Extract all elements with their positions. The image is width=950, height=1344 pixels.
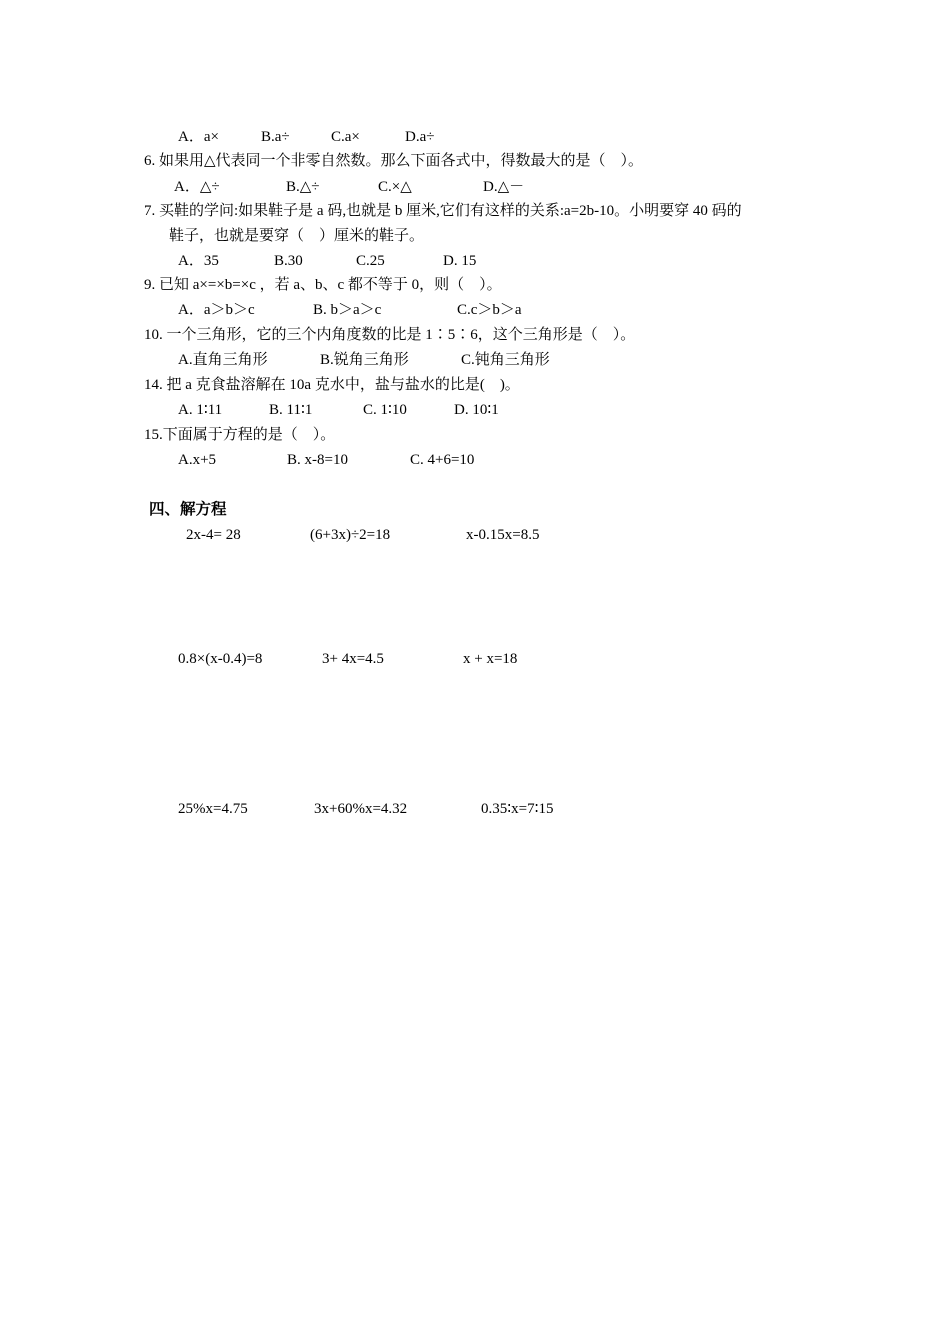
option-b: B. x-8=10	[287, 452, 348, 468]
option-b: B.30	[274, 253, 303, 269]
section-heading: 四、解方程	[149, 501, 227, 518]
option-c: C.×△	[378, 179, 412, 195]
question-7-stem-continued: 鞋子，也就是要穿（ ）厘米的鞋子。	[169, 228, 425, 244]
question-14-stem: 14. 把 a 克食盐溶解在 10a 克水中，盐与盐水的比是( )。	[144, 377, 520, 393]
option-c: C.a×	[331, 129, 360, 145]
option-a: A.直角三角形	[178, 352, 268, 368]
option-a: A. 1∶11	[178, 402, 223, 418]
option-a: A．a×	[178, 129, 219, 145]
question-7-stem: 7. 买鞋的学问:如果鞋子是 a 码,也就是 b 厘米,它们有这样的关系:a=2b-10。小明要穿 40 码的	[144, 203, 742, 219]
option-d: D.a÷	[405, 129, 435, 145]
option-c: C.钝角三角形	[461, 352, 550, 368]
equation: x-0.15x=8.5	[466, 527, 540, 543]
question-9-stem: 9. 已知 a×=×b=×c ，若 a、b、c 都不等于 0，则（ ）。	[144, 277, 502, 293]
equation: x + x=18	[463, 651, 518, 667]
option-a: A．△÷	[174, 179, 220, 195]
equation: 2x-4= 28	[186, 527, 241, 543]
option-d: D.△－	[483, 179, 525, 195]
option-b: B.△÷	[286, 179, 320, 195]
option-d: D. 15	[443, 253, 477, 269]
equation: 3+ 4x=4.5	[322, 651, 384, 667]
option-c: C. 1∶10	[363, 402, 407, 418]
equation: 3x+60%x=4.32	[314, 801, 408, 817]
question-10-stem: 10. 一个三角形，它的三个内角度数的比是 1∶5∶6，这个三角形是（ ）。	[144, 327, 636, 343]
option-b: B. 11∶1	[269, 402, 313, 418]
option-c: C.25	[356, 253, 385, 269]
equation: (6+3x)÷2=18	[310, 527, 391, 543]
option-a: A．a＞b＞c	[178, 302, 255, 318]
question-6-stem: 6. 如果用△代表同一个非零自然数。那么下面各式中，得数最大的是（ ）。	[144, 153, 644, 169]
question-15-stem: 15.下面属于方程的是（ ）。	[144, 427, 336, 443]
option-b: B.a÷	[261, 129, 290, 145]
equation: 25%x=4.75	[178, 801, 248, 817]
equation: 0.35∶x=7∶15	[481, 801, 554, 817]
option-d: D. 10∶1	[454, 402, 499, 418]
option-a: A.x+5	[178, 452, 217, 468]
option-a: A．35	[178, 253, 219, 269]
option-c: C.c＞b＞a	[457, 302, 522, 318]
option-b: B. b＞a＞c	[313, 302, 382, 318]
option-b: B.锐角三角形	[320, 352, 409, 368]
equation: 0.8×(x-0.4)=8	[178, 651, 263, 667]
option-c: C. 4+6=10	[410, 452, 475, 468]
